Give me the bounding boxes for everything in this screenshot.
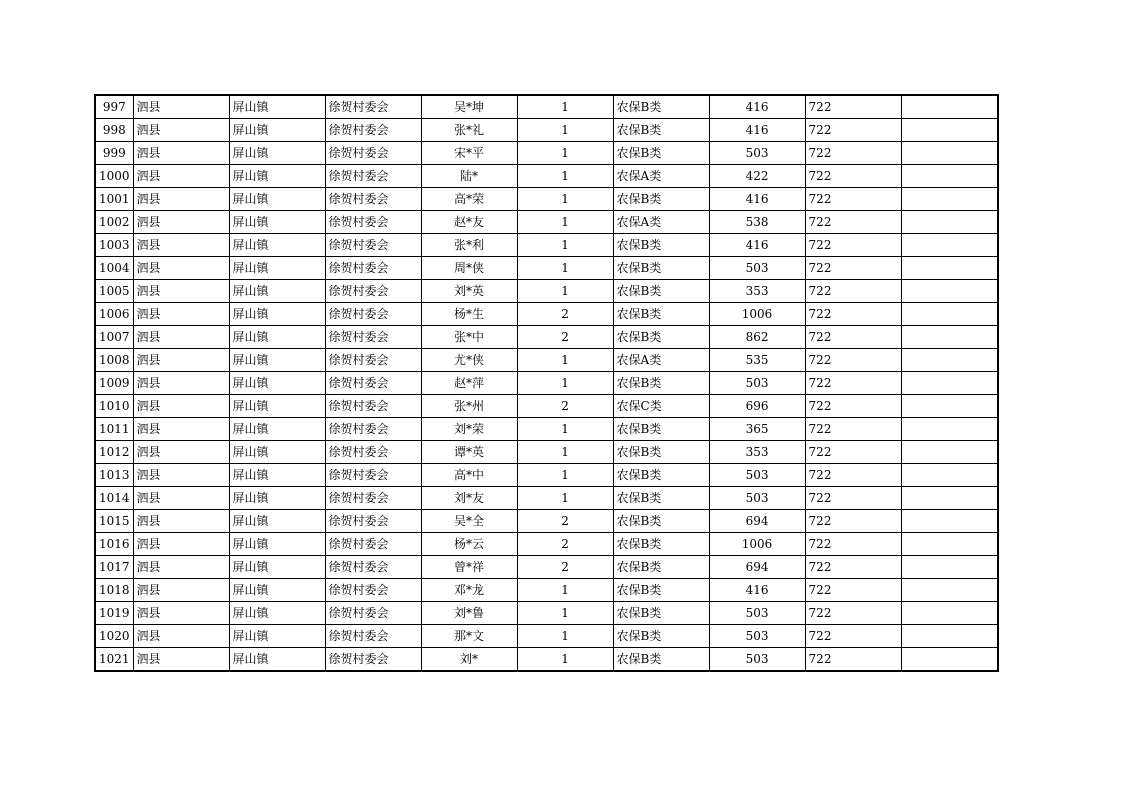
village-committee-cell: 徐贺村委会 <box>325 142 421 165</box>
remarks-cell <box>901 648 998 672</box>
table-row <box>95 625 998 648</box>
county-cell: 泗县 <box>133 602 229 625</box>
table-row <box>95 648 998 672</box>
remarks-cell <box>901 372 998 395</box>
category-cell: 农保B类 <box>613 234 709 257</box>
village-committee-cell: 徐贺村委会 <box>325 211 421 234</box>
amount-cell: 416 <box>709 234 805 257</box>
household-count-cell: 2 <box>517 533 613 556</box>
town-cell: 屏山镇 <box>229 441 325 464</box>
village-committee-cell: 徐贺村委会 <box>325 303 421 326</box>
remarks-cell <box>901 510 998 533</box>
category-cell: 农保B类 <box>613 326 709 349</box>
name-cell: 刘*英 <box>421 280 517 303</box>
table-row <box>95 95 998 119</box>
name-cell: 陆* <box>421 165 517 188</box>
county-cell: 泗县 <box>133 648 229 672</box>
household-count-cell: 2 <box>517 303 613 326</box>
name-cell: 刘*鲁 <box>421 602 517 625</box>
category-cell: 农保B类 <box>613 372 709 395</box>
remarks-cell <box>901 556 998 579</box>
row-number-cell: 1009 <box>95 372 133 395</box>
amount-cell: 862 <box>709 326 805 349</box>
village-committee-cell: 徐贺村委会 <box>325 326 421 349</box>
county-cell: 泗县 <box>133 395 229 418</box>
town-cell: 屏山镇 <box>229 418 325 441</box>
table-row <box>95 418 998 441</box>
county-cell: 泗县 <box>133 119 229 142</box>
town-cell: 屏山镇 <box>229 142 325 165</box>
remarks-cell <box>901 487 998 510</box>
amount-cell: 696 <box>709 395 805 418</box>
table-row <box>95 303 998 326</box>
amount-cell: 538 <box>709 211 805 234</box>
standard-cell: 722 <box>805 441 901 464</box>
remarks-cell <box>901 395 998 418</box>
amount-cell: 1006 <box>709 303 805 326</box>
category-cell: 农保B类 <box>613 303 709 326</box>
amount-cell: 694 <box>709 510 805 533</box>
row-number-cell: 999 <box>95 142 133 165</box>
category-cell: 农保B类 <box>613 280 709 303</box>
category-cell: 农保B类 <box>613 188 709 211</box>
remarks-cell <box>901 142 998 165</box>
category-cell: 农保B类 <box>613 441 709 464</box>
remarks-cell <box>901 119 998 142</box>
remarks-cell <box>901 165 998 188</box>
county-cell: 泗县 <box>133 579 229 602</box>
remarks-cell <box>901 533 998 556</box>
row-number-cell: 1011 <box>95 418 133 441</box>
row-number-cell: 1014 <box>95 487 133 510</box>
row-number-cell: 1004 <box>95 257 133 280</box>
table-row <box>95 510 998 533</box>
standard-cell: 722 <box>805 372 901 395</box>
category-cell: 农保B类 <box>613 579 709 602</box>
village-committee-cell: 徐贺村委会 <box>325 188 421 211</box>
town-cell: 屏山镇 <box>229 188 325 211</box>
amount-cell: 422 <box>709 165 805 188</box>
county-cell: 泗县 <box>133 464 229 487</box>
row-number-cell: 1016 <box>95 533 133 556</box>
village-committee-cell: 徐贺村委会 <box>325 372 421 395</box>
standard-cell: 722 <box>805 625 901 648</box>
name-cell: 高*中 <box>421 464 517 487</box>
county-cell: 泗县 <box>133 95 229 119</box>
household-count-cell: 2 <box>517 556 613 579</box>
table-row <box>95 464 998 487</box>
table-row <box>95 280 998 303</box>
remarks-cell <box>901 441 998 464</box>
amount-cell: 503 <box>709 602 805 625</box>
table-row <box>95 579 998 602</box>
household-count-cell: 1 <box>517 602 613 625</box>
amount-cell: 503 <box>709 142 805 165</box>
county-cell: 泗县 <box>133 188 229 211</box>
household-count-cell: 1 <box>517 95 613 119</box>
row-number-cell: 1021 <box>95 648 133 672</box>
remarks-cell <box>901 326 998 349</box>
table-body <box>95 95 998 671</box>
remarks-cell <box>901 625 998 648</box>
table-row <box>95 602 998 625</box>
county-cell: 泗县 <box>133 280 229 303</box>
table-row <box>95 326 998 349</box>
name-cell: 张*中 <box>421 326 517 349</box>
county-cell: 泗县 <box>133 234 229 257</box>
name-cell: 赵*友 <box>421 211 517 234</box>
town-cell: 屏山镇 <box>229 395 325 418</box>
standard-cell: 722 <box>805 510 901 533</box>
household-count-cell: 1 <box>517 142 613 165</box>
household-count-cell: 1 <box>517 418 613 441</box>
household-count-cell: 2 <box>517 510 613 533</box>
village-committee-cell: 徐贺村委会 <box>325 625 421 648</box>
town-cell: 屏山镇 <box>229 303 325 326</box>
table-row <box>95 165 998 188</box>
county-cell: 泗县 <box>133 441 229 464</box>
amount-cell: 503 <box>709 648 805 672</box>
village-committee-cell: 徐贺村委会 <box>325 418 421 441</box>
amount-cell: 365 <box>709 418 805 441</box>
village-committee-cell: 徐贺村委会 <box>325 602 421 625</box>
household-count-cell: 1 <box>517 487 613 510</box>
standard-cell: 722 <box>805 533 901 556</box>
amount-cell: 694 <box>709 556 805 579</box>
table-row <box>95 372 998 395</box>
household-count-cell: 1 <box>517 165 613 188</box>
row-number-cell: 1013 <box>95 464 133 487</box>
assistance-roster-table <box>94 94 999 672</box>
town-cell: 屏山镇 <box>229 556 325 579</box>
category-cell: 农保B类 <box>613 625 709 648</box>
town-cell: 屏山镇 <box>229 234 325 257</box>
table-row <box>95 211 998 234</box>
row-number-cell: 1019 <box>95 602 133 625</box>
standard-cell: 722 <box>805 464 901 487</box>
category-cell: 农保B类 <box>613 602 709 625</box>
county-cell: 泗县 <box>133 625 229 648</box>
table-row <box>95 441 998 464</box>
village-committee-cell: 徐贺村委会 <box>325 556 421 579</box>
household-count-cell: 1 <box>517 441 613 464</box>
name-cell: 邓*龙 <box>421 579 517 602</box>
household-count-cell: 2 <box>517 326 613 349</box>
town-cell: 屏山镇 <box>229 510 325 533</box>
county-cell: 泗县 <box>133 510 229 533</box>
category-cell: 农保B类 <box>613 418 709 441</box>
amount-cell: 416 <box>709 188 805 211</box>
town-cell: 屏山镇 <box>229 648 325 672</box>
village-committee-cell: 徐贺村委会 <box>325 280 421 303</box>
name-cell: 杨*生 <box>421 303 517 326</box>
name-cell: 那*文 <box>421 625 517 648</box>
town-cell: 屏山镇 <box>229 211 325 234</box>
row-number-cell: 1005 <box>95 280 133 303</box>
row-number-cell: 1007 <box>95 326 133 349</box>
remarks-cell <box>901 234 998 257</box>
remarks-cell <box>901 257 998 280</box>
category-cell: 农保B类 <box>613 257 709 280</box>
town-cell: 屏山镇 <box>229 119 325 142</box>
remarks-cell <box>901 303 998 326</box>
amount-cell: 503 <box>709 257 805 280</box>
name-cell: 张*州 <box>421 395 517 418</box>
category-cell: 农保C类 <box>613 395 709 418</box>
category-cell: 农保B类 <box>613 142 709 165</box>
amount-cell: 503 <box>709 625 805 648</box>
standard-cell: 722 <box>805 303 901 326</box>
table-row <box>95 234 998 257</box>
town-cell: 屏山镇 <box>229 579 325 602</box>
county-cell: 泗县 <box>133 556 229 579</box>
row-number-cell: 1012 <box>95 441 133 464</box>
remarks-cell <box>901 211 998 234</box>
town-cell: 屏山镇 <box>229 280 325 303</box>
amount-cell: 416 <box>709 95 805 119</box>
standard-cell: 722 <box>805 142 901 165</box>
standard-cell: 722 <box>805 257 901 280</box>
name-cell: 高*荣 <box>421 188 517 211</box>
standard-cell: 722 <box>805 395 901 418</box>
row-number-cell: 1017 <box>95 556 133 579</box>
table-row <box>95 556 998 579</box>
category-cell: 农保A类 <box>613 211 709 234</box>
category-cell: 农保B类 <box>613 648 709 672</box>
standard-cell: 722 <box>805 165 901 188</box>
county-cell: 泗县 <box>133 257 229 280</box>
county-cell: 泗县 <box>133 303 229 326</box>
category-cell: 农保B类 <box>613 119 709 142</box>
standard-cell: 722 <box>805 418 901 441</box>
county-cell: 泗县 <box>133 326 229 349</box>
household-count-cell: 1 <box>517 257 613 280</box>
village-committee-cell: 徐贺村委会 <box>325 510 421 533</box>
town-cell: 屏山镇 <box>229 533 325 556</box>
name-cell: 杨*云 <box>421 533 517 556</box>
town-cell: 屏山镇 <box>229 464 325 487</box>
standard-cell: 722 <box>805 326 901 349</box>
town-cell: 屏山镇 <box>229 349 325 372</box>
remarks-cell <box>901 602 998 625</box>
row-number-cell: 1020 <box>95 625 133 648</box>
village-committee-cell: 徐贺村委会 <box>325 395 421 418</box>
row-number-cell: 1000 <box>95 165 133 188</box>
household-count-cell: 1 <box>517 349 613 372</box>
amount-cell: 353 <box>709 441 805 464</box>
table-row <box>95 142 998 165</box>
table-row <box>95 188 998 211</box>
category-cell: 农保B类 <box>613 487 709 510</box>
household-count-cell: 1 <box>517 648 613 672</box>
amount-cell: 1006 <box>709 533 805 556</box>
category-cell: 农保B类 <box>613 464 709 487</box>
row-number-cell: 1008 <box>95 349 133 372</box>
village-committee-cell: 徐贺村委会 <box>325 648 421 672</box>
row-number-cell: 1006 <box>95 303 133 326</box>
town-cell: 屏山镇 <box>229 487 325 510</box>
village-committee-cell: 徐贺村委会 <box>325 165 421 188</box>
town-cell: 屏山镇 <box>229 165 325 188</box>
village-committee-cell: 徐贺村委会 <box>325 119 421 142</box>
category-cell: 农保A类 <box>613 349 709 372</box>
name-cell: 吴*全 <box>421 510 517 533</box>
row-number-cell: 1001 <box>95 188 133 211</box>
household-count-cell: 1 <box>517 579 613 602</box>
standard-cell: 722 <box>805 119 901 142</box>
standard-cell: 722 <box>805 349 901 372</box>
remarks-cell <box>901 188 998 211</box>
category-cell: 农保B类 <box>613 533 709 556</box>
amount-cell: 503 <box>709 487 805 510</box>
standard-cell: 722 <box>805 602 901 625</box>
table-row <box>95 395 998 418</box>
table-row <box>95 349 998 372</box>
standard-cell: 722 <box>805 211 901 234</box>
row-number-cell: 1002 <box>95 211 133 234</box>
row-number-cell: 1018 <box>95 579 133 602</box>
household-count-cell: 1 <box>517 464 613 487</box>
village-committee-cell: 徐贺村委会 <box>325 234 421 257</box>
name-cell: 周*侠 <box>421 257 517 280</box>
remarks-cell <box>901 418 998 441</box>
table-row <box>95 533 998 556</box>
row-number-cell: 1003 <box>95 234 133 257</box>
village-committee-cell: 徐贺村委会 <box>325 487 421 510</box>
table-row <box>95 487 998 510</box>
name-cell: 赵*萍 <box>421 372 517 395</box>
name-cell: 宋*平 <box>421 142 517 165</box>
standard-cell: 722 <box>805 579 901 602</box>
name-cell: 刘*荣 <box>421 418 517 441</box>
village-committee-cell: 徐贺村委会 <box>325 257 421 280</box>
table-row <box>95 119 998 142</box>
amount-cell: 416 <box>709 579 805 602</box>
amount-cell: 416 <box>709 119 805 142</box>
name-cell: 刘* <box>421 648 517 672</box>
town-cell: 屏山镇 <box>229 625 325 648</box>
standard-cell: 722 <box>805 648 901 672</box>
row-number-cell: 998 <box>95 119 133 142</box>
standard-cell: 722 <box>805 188 901 211</box>
row-number-cell: 1010 <box>95 395 133 418</box>
name-cell: 吴*坤 <box>421 95 517 119</box>
county-cell: 泗县 <box>133 142 229 165</box>
amount-cell: 503 <box>709 464 805 487</box>
amount-cell: 535 <box>709 349 805 372</box>
household-count-cell: 1 <box>517 119 613 142</box>
household-count-cell: 1 <box>517 234 613 257</box>
name-cell: 刘*友 <box>421 487 517 510</box>
town-cell: 屏山镇 <box>229 257 325 280</box>
county-cell: 泗县 <box>133 165 229 188</box>
row-number-cell: 997 <box>95 95 133 119</box>
standard-cell: 722 <box>805 487 901 510</box>
village-committee-cell: 徐贺村委会 <box>325 464 421 487</box>
standard-cell: 722 <box>805 556 901 579</box>
standard-cell: 722 <box>805 95 901 119</box>
village-committee-cell: 徐贺村委会 <box>325 95 421 119</box>
standard-cell: 722 <box>805 280 901 303</box>
town-cell: 屏山镇 <box>229 95 325 119</box>
county-cell: 泗县 <box>133 418 229 441</box>
village-committee-cell: 徐贺村委会 <box>325 441 421 464</box>
household-count-cell: 1 <box>517 188 613 211</box>
category-cell: 农保A类 <box>613 165 709 188</box>
remarks-cell <box>901 349 998 372</box>
county-cell: 泗县 <box>133 533 229 556</box>
town-cell: 屏山镇 <box>229 372 325 395</box>
amount-cell: 353 <box>709 280 805 303</box>
name-cell: 尤*侠 <box>421 349 517 372</box>
county-cell: 泗县 <box>133 372 229 395</box>
category-cell: 农保B类 <box>613 95 709 119</box>
village-committee-cell: 徐贺村委会 <box>325 579 421 602</box>
amount-cell: 503 <box>709 372 805 395</box>
remarks-cell <box>901 95 998 119</box>
name-cell: 张*礼 <box>421 119 517 142</box>
county-cell: 泗县 <box>133 211 229 234</box>
remarks-cell <box>901 579 998 602</box>
village-committee-cell: 徐贺村委会 <box>325 349 421 372</box>
remarks-cell <box>901 280 998 303</box>
name-cell: 张*利 <box>421 234 517 257</box>
household-count-cell: 1 <box>517 372 613 395</box>
name-cell: 谭*英 <box>421 441 517 464</box>
row-number-cell: 1015 <box>95 510 133 533</box>
county-cell: 泗县 <box>133 487 229 510</box>
standard-cell: 722 <box>805 234 901 257</box>
category-cell: 农保B类 <box>613 556 709 579</box>
table-row <box>95 257 998 280</box>
household-count-cell: 1 <box>517 211 613 234</box>
household-count-cell: 1 <box>517 280 613 303</box>
name-cell: 曾*祥 <box>421 556 517 579</box>
town-cell: 屏山镇 <box>229 602 325 625</box>
household-count-cell: 1 <box>517 625 613 648</box>
county-cell: 泗县 <box>133 349 229 372</box>
remarks-cell <box>901 464 998 487</box>
category-cell: 农保B类 <box>613 510 709 533</box>
village-committee-cell: 徐贺村委会 <box>325 533 421 556</box>
town-cell: 屏山镇 <box>229 326 325 349</box>
household-count-cell: 2 <box>517 395 613 418</box>
